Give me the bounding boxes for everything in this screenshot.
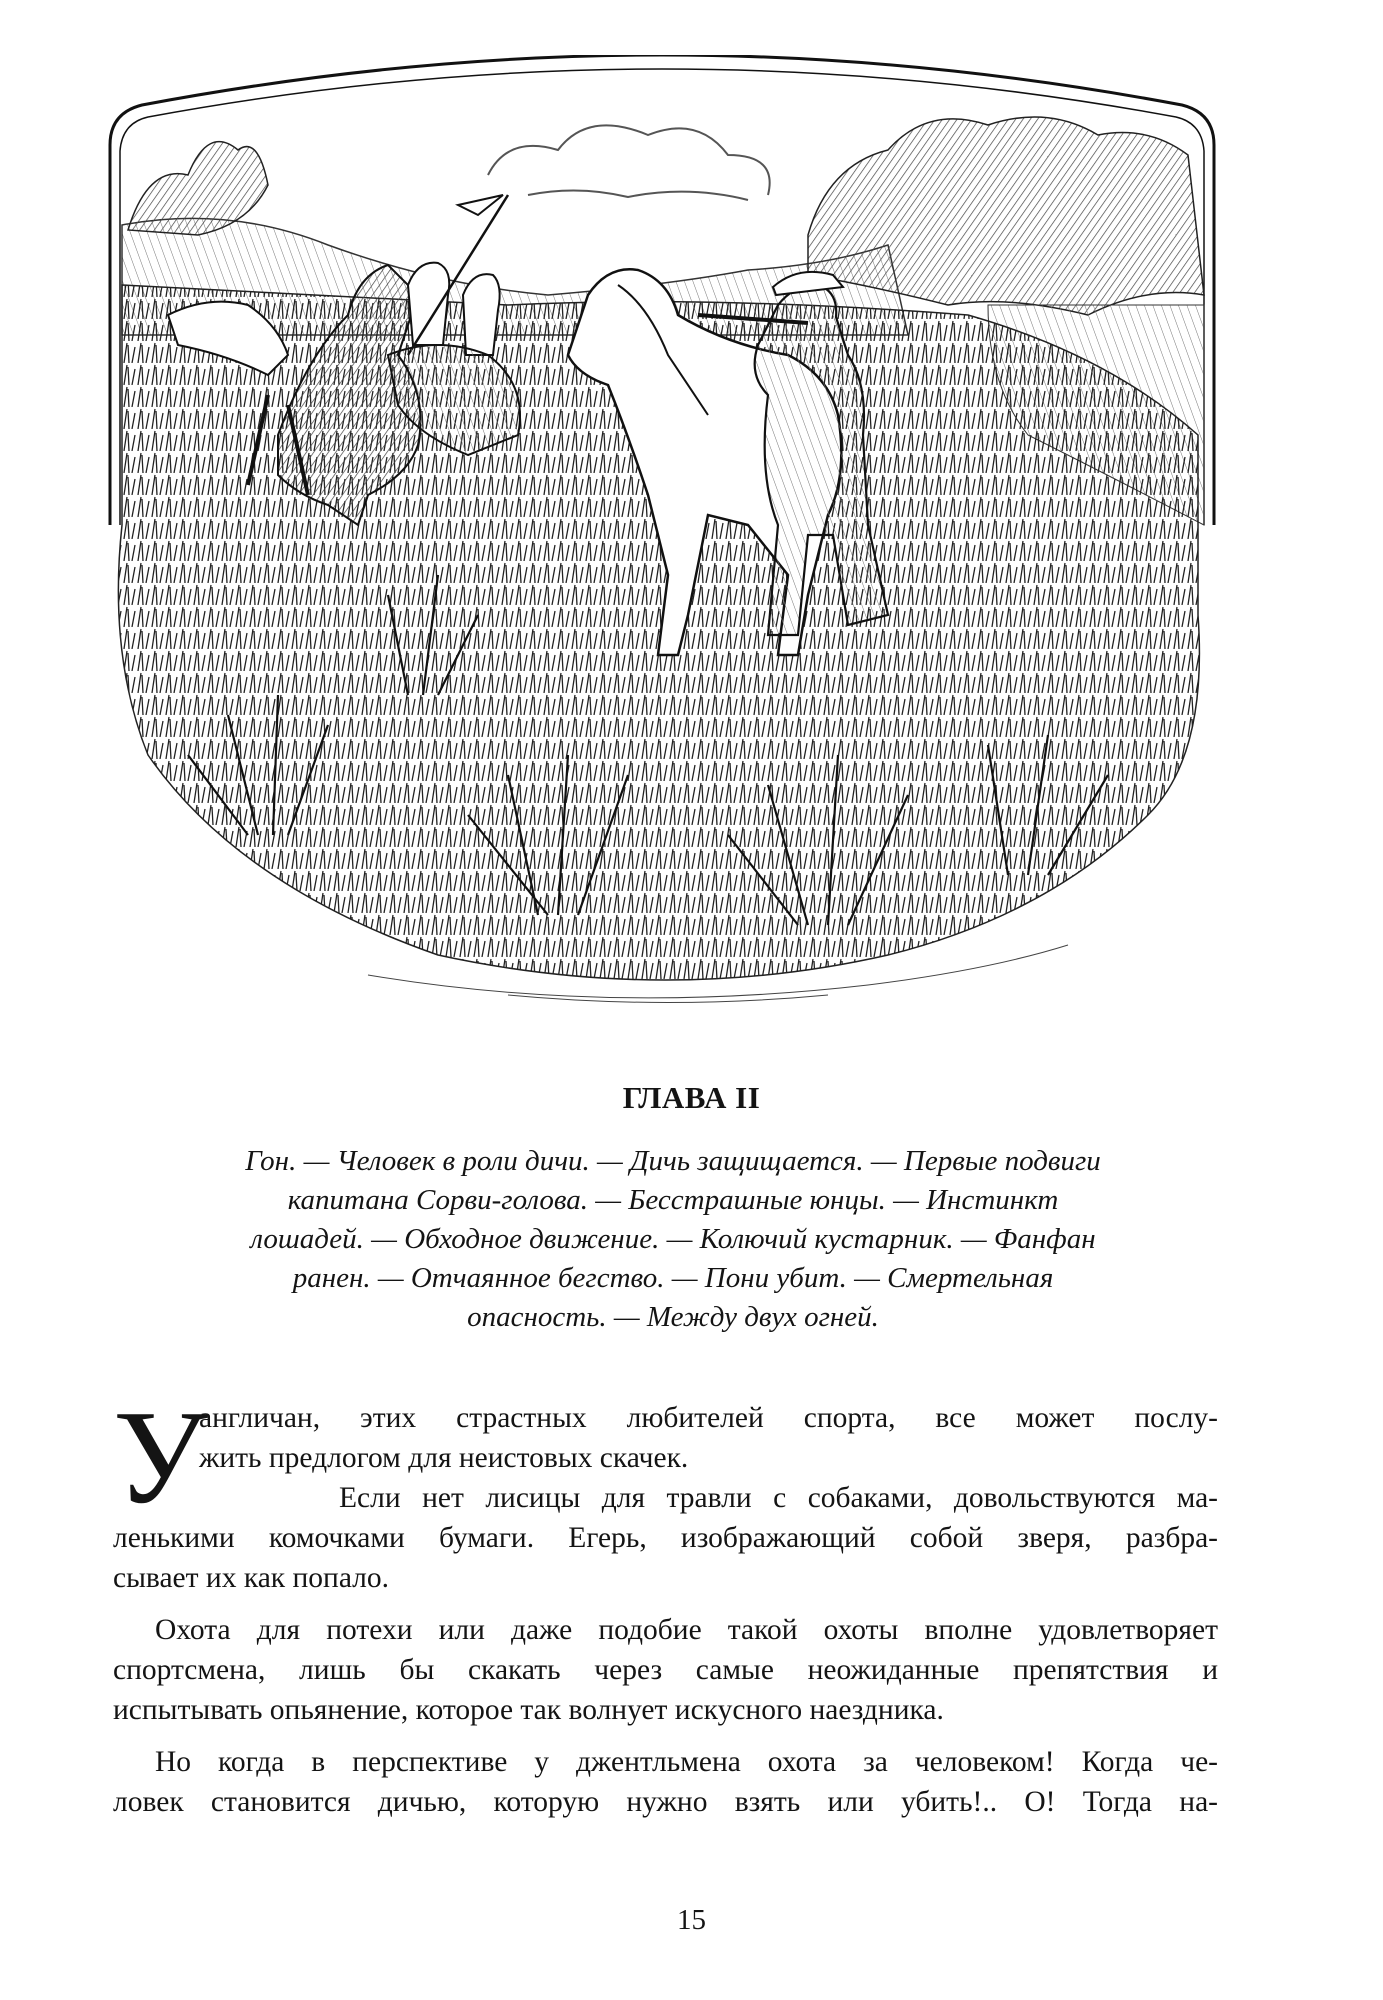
text-line: жить предлогом для неистовых скачек. bbox=[199, 1442, 689, 1474]
text-line: испытывать опьянение, которое так волнует искусного наездника. bbox=[113, 1694, 944, 1726]
chapter-title: ГЛАВА II bbox=[622, 1080, 761, 1115]
page-number: 15 bbox=[677, 1904, 706, 1936]
text-line: ловек становится дичью, которую нужно взять или убить!.. О! Тогда на- bbox=[113, 1786, 1218, 1818]
text-line: Но когда в перспективе у джентльмена охота за человеком! Когда че- bbox=[155, 1746, 1218, 1778]
summary-line: капитана Сорви-голова. — Бесстрашные юнцы. — Инстинкт bbox=[287, 1184, 1059, 1216]
drop-cap: У bbox=[113, 1383, 208, 1531]
opening-paragraph bbox=[113, 1383, 1218, 1558]
cloud bbox=[488, 125, 770, 200]
text-line: англичан, этих страстных любителей спорта, все может послу- bbox=[199, 1402, 1218, 1434]
body-text bbox=[113, 1383, 1218, 1822]
summary-line: лошадей. — Обходное движение. — Колючий кустарник. — Фанфан bbox=[250, 1223, 1096, 1255]
text-line: сывает их как попало. bbox=[113, 1562, 390, 1594]
summary-line: Гон. — Человек в роли дичи. — Дичь защищается. — Первые подвиги bbox=[245, 1145, 1101, 1177]
trees-left bbox=[128, 142, 268, 235]
text-line: Охота для потехи или даже подобие такой охоты вполне удовлетворяет bbox=[155, 1614, 1218, 1646]
text-line: Если нет лисицы для травли с собаками, довольствуются ма- bbox=[339, 1482, 1218, 1514]
summary-line: опасность. — Между двух огней. bbox=[467, 1301, 879, 1333]
chapter-illustration bbox=[108, 55, 1216, 1015]
chapter-summary bbox=[128, 1142, 1218, 1337]
paragraph bbox=[113, 1610, 1218, 1730]
summary-line: ранен. — Отчаянное бегство. — Пони убит. — Смертельная bbox=[292, 1262, 1054, 1294]
text-line: спортсмена, лишь бы скакать через самые неожиданные препятствия и bbox=[113, 1654, 1218, 1686]
paragraph bbox=[113, 1742, 1218, 1822]
text-line: ленькими комочками бумаги. Егерь, изображающий собой зверя, разбра- bbox=[113, 1522, 1218, 1554]
